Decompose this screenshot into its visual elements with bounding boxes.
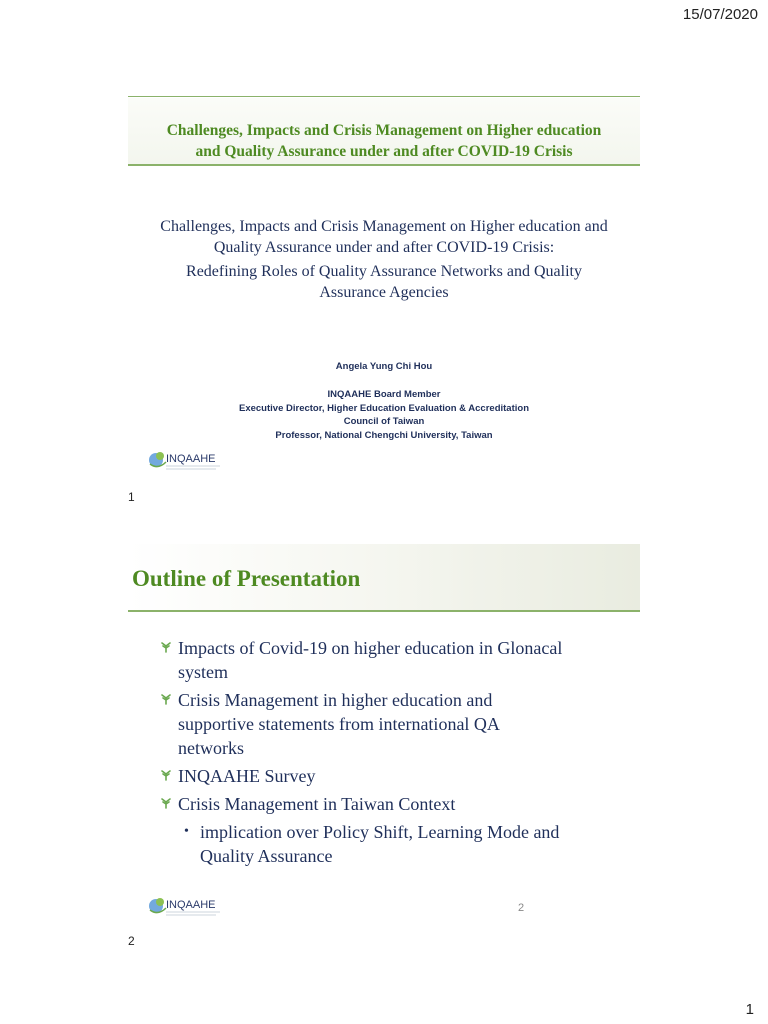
list-item-line: supportive statements from international QA xyxy=(178,714,500,734)
logo-wordmark: INQAAHE xyxy=(166,899,216,911)
list-item-line: networks xyxy=(178,738,244,758)
slide-1-subtitle-2-line-2: Assurance Agencies xyxy=(319,284,449,301)
leaf-bullet-icon xyxy=(160,641,172,653)
slide-2-title: Outline of Presentation xyxy=(132,566,361,591)
slide-1-title-line-2: and Quality Assurance under and after COVID-19 Crisis xyxy=(195,143,573,160)
logo-wordmark: INQAAHE xyxy=(166,453,216,465)
affiliation-line: Executive Director, Higher Education Evaluation & Accreditation xyxy=(239,402,529,414)
outline-list xyxy=(160,636,620,868)
slide-index-2: 2 xyxy=(128,934,135,948)
list-item xyxy=(160,764,620,788)
author-name: Angela Yung Chi Hou xyxy=(335,361,433,372)
leaf-bullet-icon xyxy=(160,769,172,781)
inqaahe-logo xyxy=(146,446,226,474)
title-top-rule xyxy=(128,96,640,97)
list-item-line: Crisis Management in Taiwan Context xyxy=(178,794,456,814)
leaf-bullet-icon xyxy=(160,797,172,809)
bullet-dot-icon: • xyxy=(184,824,189,839)
slide-1 xyxy=(128,96,640,476)
page-number: 1 xyxy=(745,1001,754,1018)
slide-1-subtitle-2-line-1: Redefining Roles of Quality Assurance Networks and Quality xyxy=(186,263,582,280)
slide-2-page-number: 2 xyxy=(518,902,525,914)
title-bottom-rule xyxy=(128,610,640,612)
slide-1-title xyxy=(128,120,640,162)
list-item-line: Impacts of Covid-19 on higher education in Glonacal xyxy=(178,638,563,658)
affiliation-line: Professor, National Chengchi University, Taiwan xyxy=(275,429,493,441)
title-bottom-rule xyxy=(128,164,640,166)
slide-1-subtitle-line-1: Challenges, Impacts and Crisis Management on Higher education and xyxy=(160,218,608,235)
list-item xyxy=(160,688,620,760)
sub-list-item xyxy=(160,820,620,868)
slide-1-subtitle-2 xyxy=(128,261,640,303)
list-item-line: INQAAHE Survey xyxy=(178,766,316,786)
affiliation-line: INQAAHE Board Member xyxy=(327,389,441,400)
affiliation-line: Council of Taiwan xyxy=(343,416,425,427)
slide-1-subtitle xyxy=(128,216,640,258)
author-affiliation xyxy=(128,388,640,442)
slide-1-title-line-1: Challenges, Impacts and Crisis Management on Higher education xyxy=(166,122,602,139)
print-date: 15/07/2020 xyxy=(682,6,758,23)
list-item xyxy=(160,636,620,684)
inqaahe-logo xyxy=(146,892,226,920)
leaf-bullet-icon xyxy=(160,693,172,705)
sub-list-item-line: Quality Assurance xyxy=(200,846,333,866)
list-item xyxy=(160,792,620,816)
sub-list-item-line: implication over Policy Shift, Learning Mode and xyxy=(200,822,560,842)
slide-2 xyxy=(128,544,640,928)
list-item-line: system xyxy=(178,662,229,682)
slide-index-1: 1 xyxy=(128,490,135,504)
slide-1-subtitle-line-2: Quality Assurance under and after COVID-19 Crisis: xyxy=(213,239,555,256)
list-item-line: Crisis Management in higher education and xyxy=(178,690,493,710)
